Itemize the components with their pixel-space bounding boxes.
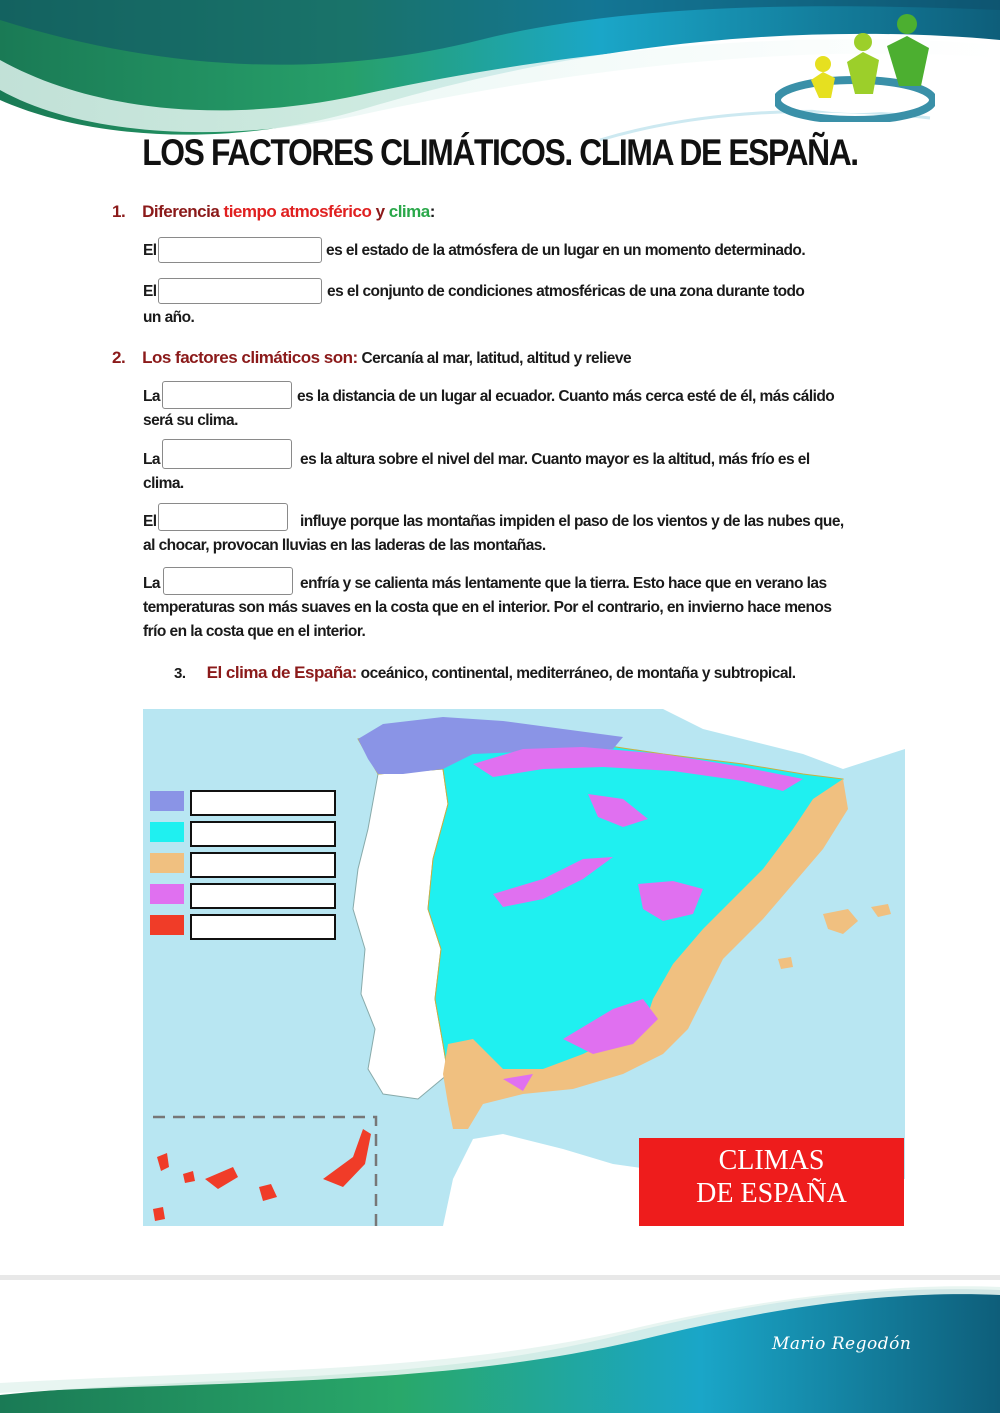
q2-item4-prefix: La <box>143 575 160 592</box>
q2-item4-cont: temperaturas son más suaves en la costa que en el interior. Por el contrario, en invierno hace menos <box>143 599 832 616</box>
q2-item4-text: enfría y se calienta más lentamente que la tierra. Esto hace que en verano las <box>300 575 827 592</box>
question-3-label: El clima de España: <box>206 663 357 682</box>
question-1-label-a: Diferencia <box>142 202 224 221</box>
q2-item2-prefix: La <box>143 451 160 468</box>
people-logo-icon <box>775 12 935 122</box>
legend-swatch-mountain <box>150 884 184 904</box>
legend-swatch-oceanic <box>150 791 184 811</box>
q2-item1-cont: será su clima. <box>143 412 238 429</box>
q1-answer-2-input[interactable] <box>158 278 322 304</box>
legend-input-2[interactable] <box>190 821 336 847</box>
question-1-label-d: clima <box>388 202 430 221</box>
map-title: CLIMAS DE ESPAÑA <box>696 1145 847 1209</box>
q2-item3-text: influye porque las montañas impiden el paso de los vientos y de las nubes que, <box>300 513 844 530</box>
legend-input-3[interactable] <box>190 852 336 878</box>
q2-item1-text: es la distancia de un lugar al ecuador. Cuanto más cerca esté de él, más cálido <box>297 388 835 405</box>
question-1-label-c: y <box>371 202 389 221</box>
q2-item2-text: es la altura sobre el nivel del mar. Cuanto mayor es la altitud, más frío es el <box>300 451 810 468</box>
q2-item2-cont: clima. <box>143 475 184 492</box>
question-3-heading <box>174 663 796 683</box>
q1-line1-prefix: El <box>143 242 157 259</box>
q2-item3-cont: al chocar, provocan lluvias en las laderas de las montañas. <box>143 537 546 554</box>
q2-item1-prefix: La <box>143 388 160 405</box>
canary-island <box>153 1207 165 1221</box>
question-3-number: 3. <box>174 665 186 682</box>
q2-answer-4-input[interactable] <box>163 567 293 595</box>
question-2-heading <box>112 348 631 368</box>
q1-line2-cont: un año. <box>143 309 195 326</box>
question-1-label-e: : <box>429 202 435 221</box>
legend-swatch-subtropical <box>150 915 184 935</box>
q1-line1-text: es el estado de la atmósfera de un lugar en un momento determinado. <box>326 242 806 259</box>
question-3-options: oceánico, continental, mediterráneo, de montaña y subtropical. <box>356 665 796 682</box>
q1-answer-1-input[interactable] <box>158 237 322 263</box>
legend-input-1[interactable] <box>190 790 336 816</box>
q2-answer-3-input[interactable] <box>158 503 288 531</box>
legend-input-4[interactable] <box>190 883 336 909</box>
q2-answer-2-input[interactable] <box>162 439 292 469</box>
question-2-number: 2. <box>112 348 126 367</box>
q2-item3-prefix: El <box>143 513 157 530</box>
author-signature: Mario Regodón <box>772 1334 912 1354</box>
question-1-heading <box>112 202 435 222</box>
question-2-label: Los factores climáticos son: <box>142 348 358 367</box>
legend-swatch-continental <box>150 822 184 842</box>
q2-answer-1-input[interactable] <box>162 381 292 409</box>
map-title-box <box>639 1138 904 1226</box>
q2-item4-cont2: frío en la costa que en el interior. <box>143 623 366 640</box>
legend-input-5[interactable] <box>190 914 336 940</box>
question-2-options: Cercanía al mar, latitud, altitud y relieve <box>357 350 632 367</box>
question-1-number: 1. <box>112 202 126 221</box>
legend-swatch-mediterranean <box>150 853 184 873</box>
q1-line2-prefix: El <box>143 283 157 300</box>
question-1-label-b: tiempo atmosférico <box>223 202 372 221</box>
q1-line2-text: es el conjunto de condiciones atmosféricas de una zona durante todo <box>327 283 805 300</box>
page-title: LOS FACTORES CLIMÁTICOS. CLIMA DE ESPAÑA. <box>142 132 858 173</box>
